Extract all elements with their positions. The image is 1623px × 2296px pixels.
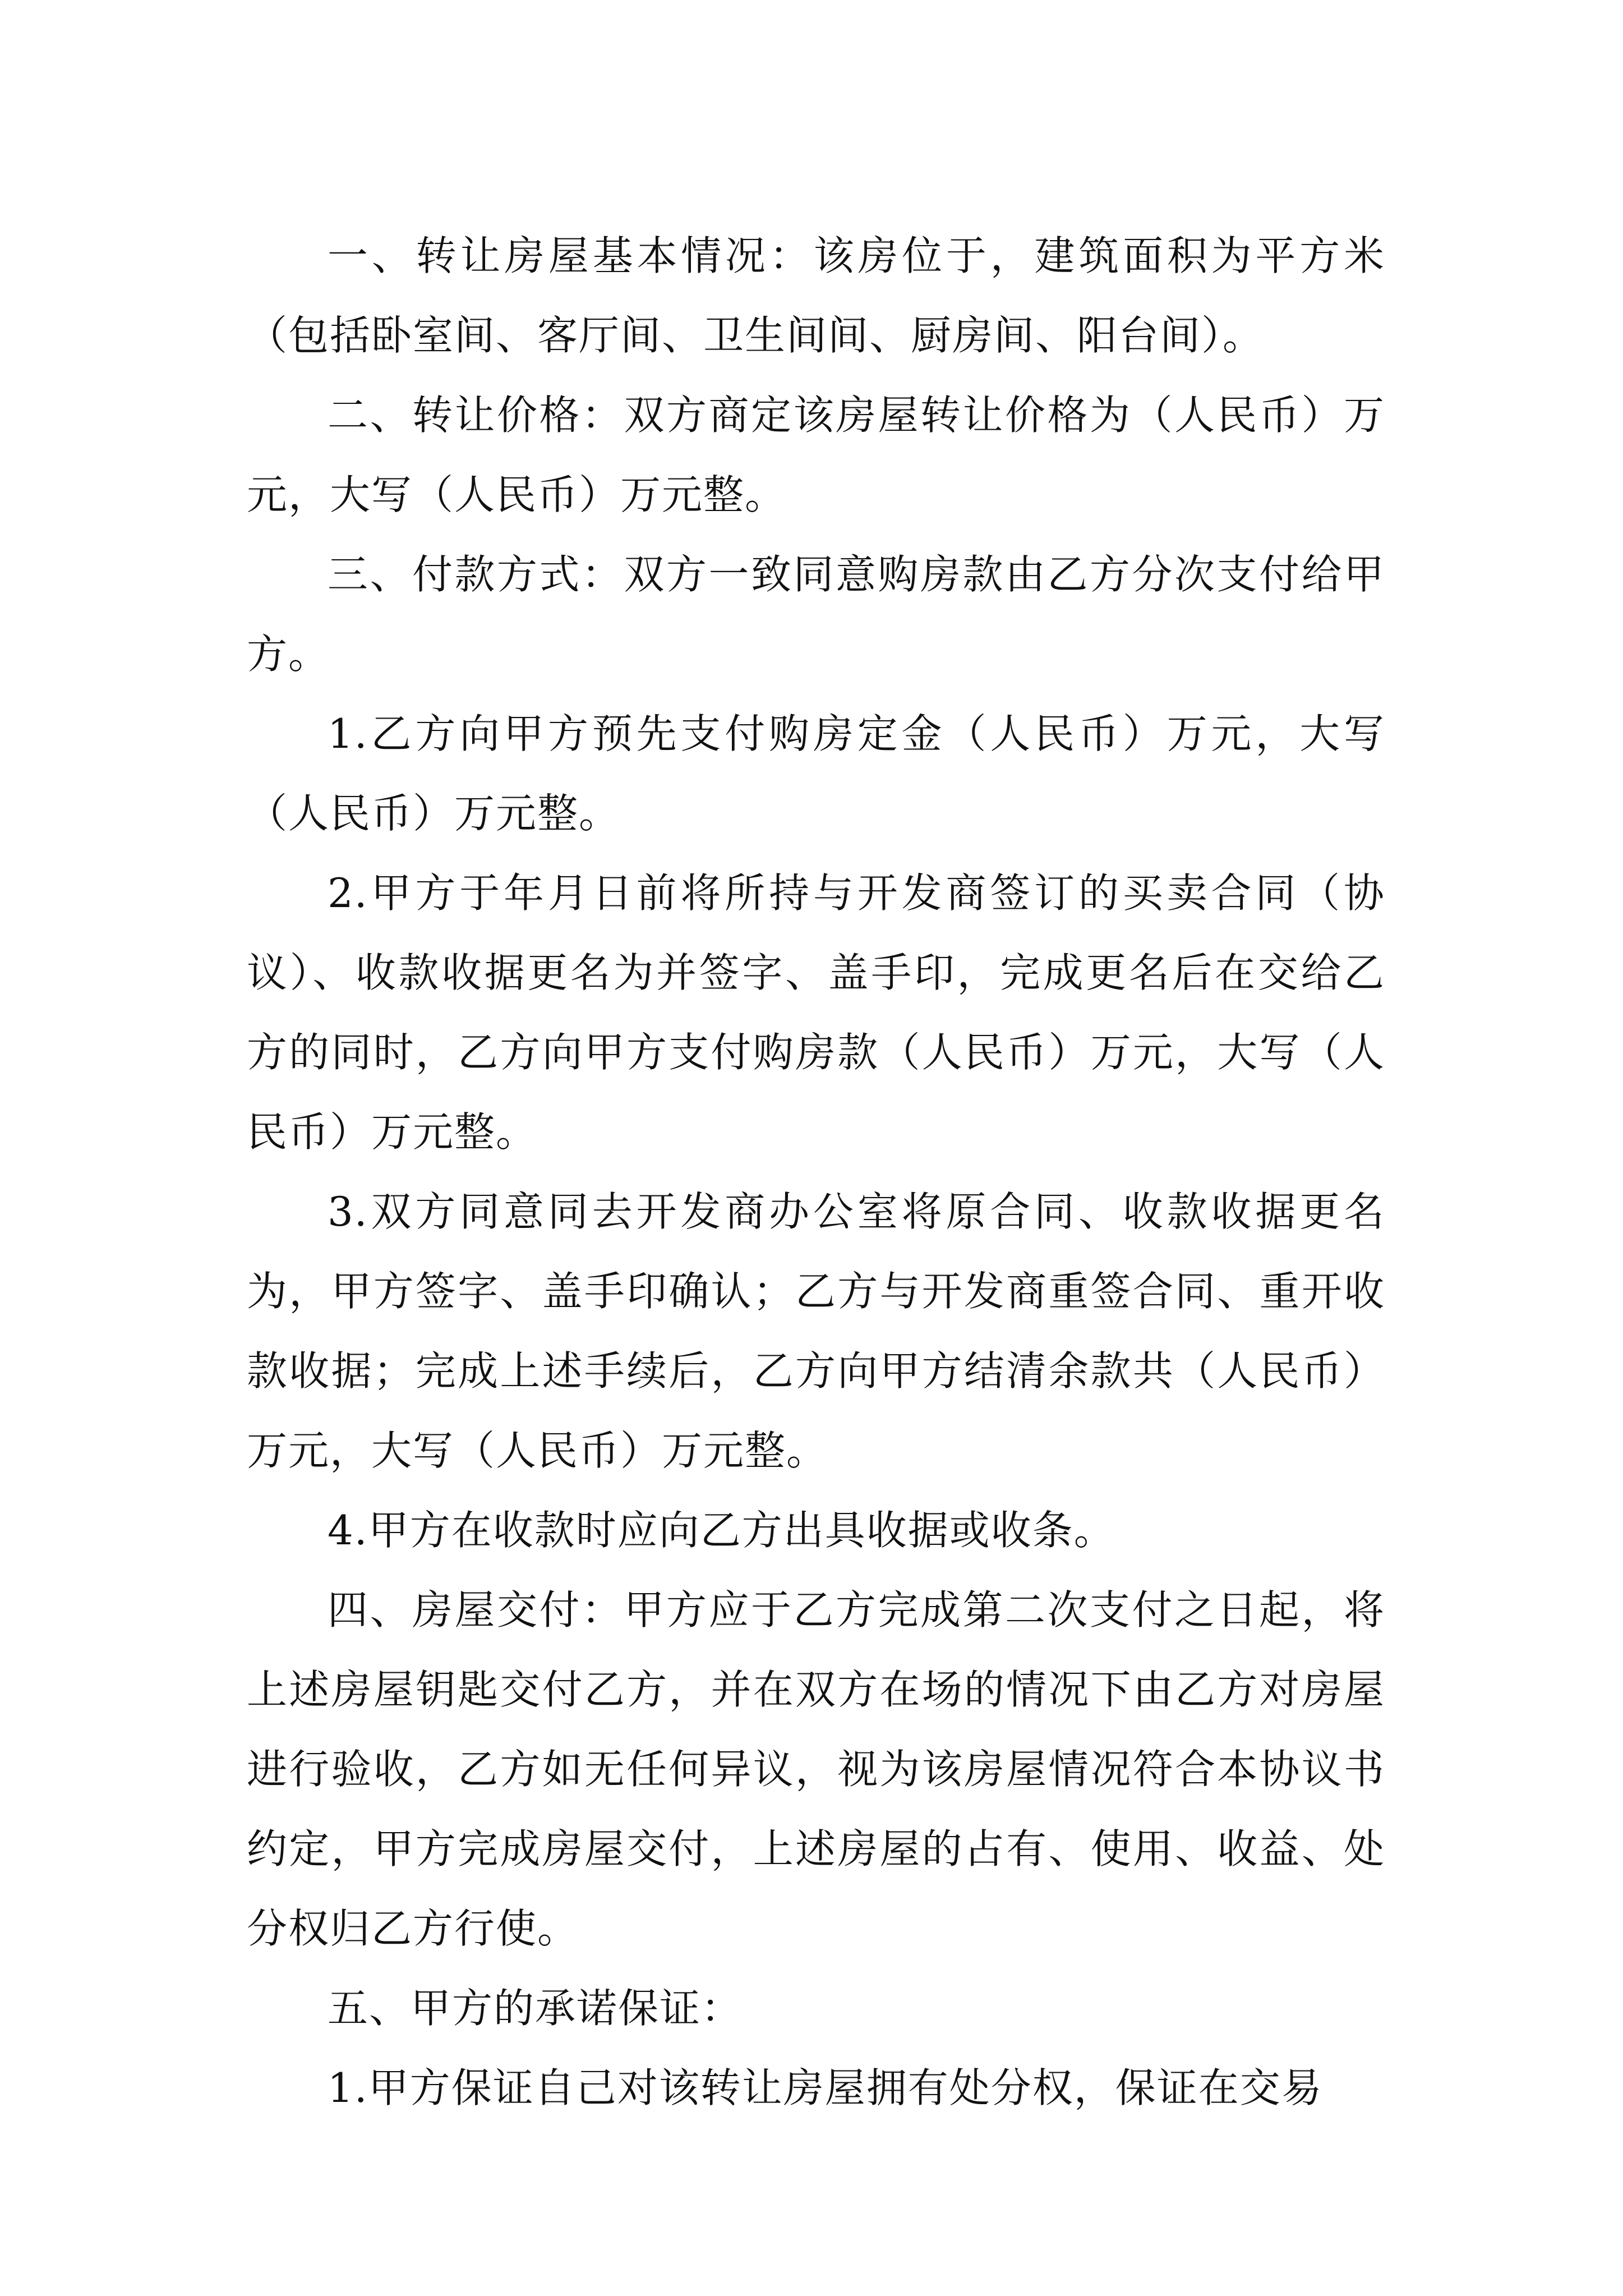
payment-item-2: 2.甲方于年月日前将所持与开发商签订的买卖合同（协议）、收款收据更名为并签字、盖手印，完成更名后在交给乙方的同时，乙方向甲方支付购房款（人民币）万元，大写（人民币）万元整。 [247,869,1385,1156]
payment-item-4: 4.甲方在收款时应向乙方出具收据或收条。 [328,1507,1115,1554]
section-1-basic-info: 一、转让房屋基本情况：该房位于，建筑面积为平方米（包括卧室间、客厅间、卫生间间、厨房间、阳台间）。 [247,232,1385,359]
section-4-delivery: 四、房屋交付：甲方应于乙方完成第二次支付之日起，将上述房屋钥匙交付乙方，并在双方在场的情况下由乙方对房屋进行验收，乙方如无任何异议，视为该房屋情况符合本协议书约定，甲方完成房屋交付，上述房屋的占有、使用、收益、处分权归乙方行使。 [247,1586,1385,1952]
payment-item-3: 3.双方同意同去开发商办公室将原合同、收款收据更名为，甲方签字、盖手印确认；乙方与开发商重签合同、重开收款收据；完成上述手续后，乙方向甲方结清余款共（人民币）万元，大写（人民币）万元整。 [247,1188,1385,1474]
guarantee-item-1: 1.甲方保证自己对该转让房屋拥有处分权，保证在交易 [328,2064,1323,2111]
payment-item-1: 1.乙方向甲方预先支付购房定金（人民币）万元，大写（人民币）万元整。 [247,710,1385,837]
section-2-price: 二、转让价格：双方商定该房屋转让价格为（人民币）万元，大写（人民币）万元整。 [247,392,1385,518]
document-body [247,216,1385,2128]
section-3-payment: 三、付款方式：双方一致同意购房款由乙方分次支付给甲方。 [247,551,1385,678]
section-5-heading: 五、甲方的承诺保证： [328,1985,743,2032]
